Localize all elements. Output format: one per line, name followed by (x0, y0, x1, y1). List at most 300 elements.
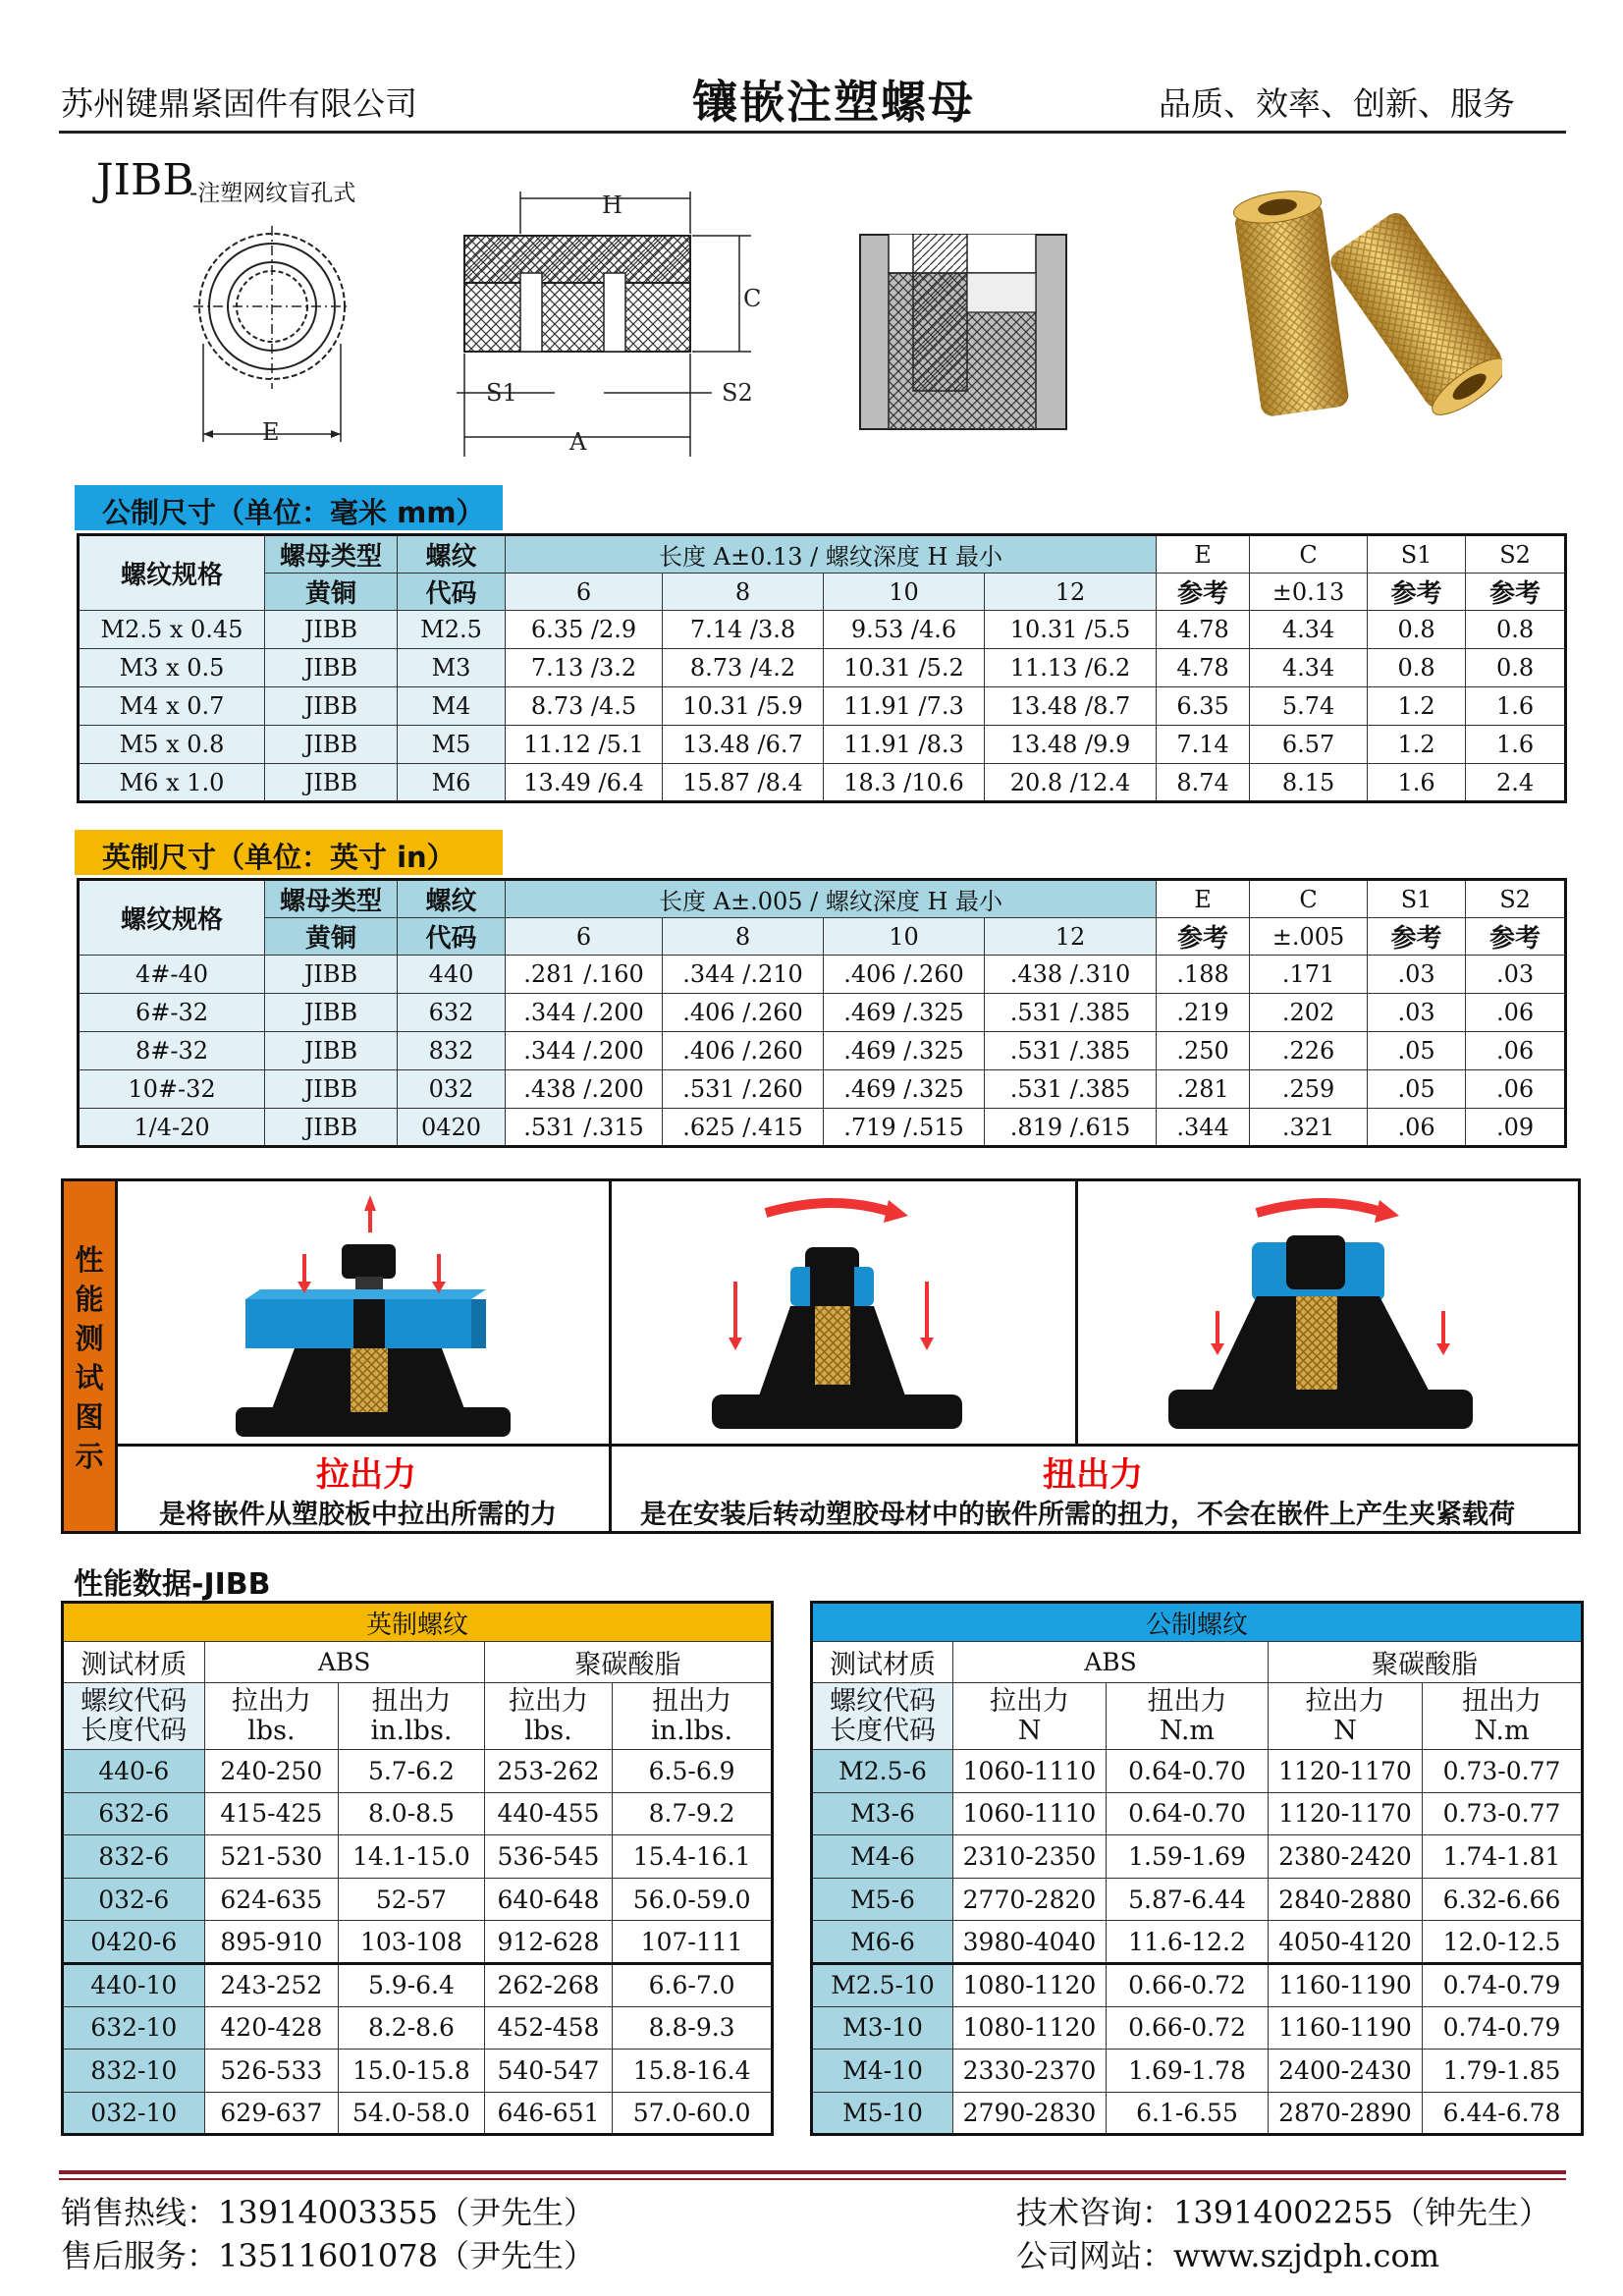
header-length: 长度 A±.005 / 螺纹深度 H 最小 (506, 880, 1157, 918)
header-type2: 黄铜 (265, 918, 398, 956)
table-cell: M2.5-10 (812, 1963, 953, 2006)
table-cell: JIBB (265, 687, 398, 726)
table-cell: 262-268 (484, 1963, 613, 2006)
table-cell: 13.49 /6.4 (506, 764, 663, 802)
table-cell: M2.5-6 (812, 1750, 953, 1793)
table-cell: 11.13 /6.2 (985, 649, 1157, 687)
table-cell: M4-6 (812, 1835, 953, 1879)
table-row (812, 2050, 1583, 2093)
table-cell: 1.79-1.85 (1423, 2050, 1583, 2093)
torque-title: 扭出力 (1043, 1455, 1143, 1495)
header-len-10: 10 (824, 574, 985, 611)
table-cell: 4050-4120 (1269, 1921, 1423, 1964)
table-cell: .259 (1250, 1070, 1368, 1109)
table-cell: 2380-2420 (1269, 1835, 1423, 1879)
table-cell: 5.9-6.4 (339, 1963, 485, 2006)
table-cell: 1/4-20 (79, 1109, 265, 1147)
metric-banner: 公制尺寸（单位：毫米 mm） (75, 485, 503, 530)
table-cell: 8.7-9.2 (613, 1792, 773, 1835)
header-len-10: 10 (824, 918, 985, 956)
header-S12: 参考 (1368, 918, 1466, 956)
header-pc: 聚碳酸脂 (484, 1642, 772, 1683)
table-row (63, 2050, 773, 2093)
table-cell: .06 (1466, 1070, 1566, 1109)
table-cell: M4 (398, 687, 506, 726)
header-C2: ±.005 (1250, 918, 1368, 956)
table-cell: 2330-2370 (953, 2050, 1107, 2093)
table-cell: 0.8 (1466, 649, 1566, 687)
table-cell: .06 (1466, 994, 1566, 1032)
table-cell: 11.91 /8.3 (824, 726, 985, 764)
header-torque: 扭出力 N.m (1107, 1683, 1269, 1750)
table-cell: 032-6 (63, 1878, 205, 1921)
table-cell: .531 /.385 (985, 994, 1157, 1032)
footer-after-sales: 售后服务：13511601078（尹先生） (61, 2237, 595, 2274)
table-cell: 6.57 (1250, 726, 1368, 764)
table-cell: 895-910 (204, 1921, 339, 1964)
table-cell: 1.69-1.78 (1107, 2050, 1269, 2093)
table-cell: 15.87 /8.4 (663, 764, 824, 802)
table-cell: 7.13 /3.2 (506, 649, 663, 687)
header-material: 测试材质 (812, 1642, 953, 1683)
header-divider (59, 131, 1566, 134)
table-cell: M3 x 0.5 (79, 649, 265, 687)
table-cell: 0.74-0.79 (1423, 2006, 1583, 2050)
table-cell: 4.78 (1157, 649, 1250, 687)
header-S12: 参考 (1368, 574, 1466, 611)
table-cell: 521-530 (204, 1835, 339, 1879)
header-pull: 拉出力 lbs. (204, 1683, 339, 1750)
perf-imperial-table (61, 1601, 774, 2136)
table-cell: 536-545 (484, 1835, 613, 1879)
table-cell: 629-637 (204, 2092, 339, 2135)
header-spec: 螺纹规格 (79, 535, 265, 611)
torque-description: 是在安装后转动塑胶母材中的嵌件所需的扭力，不会在嵌件上产生夹紧载荷 (640, 1500, 1515, 1530)
pull-title: 拉出力 (316, 1455, 416, 1495)
table-row (812, 1921, 1583, 1964)
table-row (63, 1792, 773, 1835)
table-cell: 13.48 /9.9 (985, 726, 1157, 764)
table-cell: 632-10 (63, 2006, 205, 2050)
table-cell: 832-6 (63, 1835, 205, 1879)
table-cell: 0.73-0.77 (1423, 1792, 1583, 1835)
header-E: E (1157, 880, 1250, 918)
header-torque: 扭出力 N.m (1423, 1683, 1583, 1750)
table-cell: 6.35 (1157, 687, 1250, 726)
table-row (79, 1070, 1566, 1109)
table-cell: 6.1-6.55 (1107, 2092, 1269, 2135)
table-cell: 6.35 /2.9 (506, 611, 663, 649)
header-len-6: 6 (506, 918, 663, 956)
table-row (812, 1878, 1583, 1921)
table-cell: M5-10 (812, 2092, 953, 2135)
table-cell: 6#-32 (79, 994, 265, 1032)
table-cell: 6.32-6.66 (1423, 1878, 1583, 1921)
cross-section-drawing (859, 234, 1067, 430)
header-pull: 拉出力 N (953, 1683, 1107, 1750)
dim-H: H (602, 191, 622, 219)
table-cell: .09 (1466, 1109, 1566, 1147)
table-cell: .406 /.260 (663, 994, 824, 1032)
company-name: 苏州键鼎紧固件有限公司 (61, 84, 417, 123)
table-cell: .531 /.315 (506, 1109, 663, 1147)
table-cell: JIBB (265, 994, 398, 1032)
product-code: JIBB (96, 155, 194, 205)
table-cell: 9.53 /4.6 (824, 611, 985, 649)
table-row (79, 764, 1566, 802)
table-cell: M6 (398, 764, 506, 802)
test-side-label: 性 能 测 试 图 示 (61, 1178, 118, 1534)
footer-tech: 技术咨询：13914002255（钟先生） (1016, 2194, 1550, 2231)
imperial-dimension-table (77, 878, 1567, 1148)
header-S1: S1 (1368, 535, 1466, 574)
header-S22: 参考 (1466, 918, 1566, 956)
table-cell: .819 /.615 (985, 1109, 1157, 1147)
table-cell: 7.14 /3.8 (663, 611, 824, 649)
table-cell: .438 /.200 (506, 1070, 663, 1109)
torque-test-illustration (687, 1188, 982, 1444)
table-cell: 253-262 (484, 1750, 613, 1793)
table-row (812, 1792, 1583, 1835)
dim-E: E (262, 418, 280, 446)
table-cell: M4 x 0.7 (79, 687, 265, 726)
table-cell: 0.66-0.72 (1107, 1963, 1269, 2006)
table-cell: 0420 (398, 1109, 506, 1147)
table-cell: M5-6 (812, 1878, 953, 1921)
table-cell: JIBB (265, 1109, 398, 1147)
table-cell: .03 (1368, 956, 1466, 994)
table-cell: JIBB (265, 1070, 398, 1109)
table-row (79, 956, 1566, 994)
table-cell: 1060-1110 (953, 1792, 1107, 1835)
table-cell: 8.2-8.6 (339, 2006, 485, 2050)
header-E2: 参考 (1157, 918, 1250, 956)
table-cell: 243-252 (204, 1963, 339, 2006)
table-row (79, 649, 1566, 687)
header-len-8: 8 (663, 574, 824, 611)
header-S2: S2 (1466, 535, 1566, 574)
table-cell: JIBB (265, 649, 398, 687)
header-C: C (1250, 880, 1368, 918)
table-cell: 032 (398, 1070, 506, 1109)
table-cell: 103-108 (339, 1921, 485, 1964)
header-code-length: 螺纹代码 长度代码 (812, 1683, 953, 1750)
table-cell: .281 /.160 (506, 956, 663, 994)
table-cell: 10.31 /5.9 (663, 687, 824, 726)
perf-metric-table (810, 1601, 1584, 2136)
table-cell: JIBB (265, 1032, 398, 1070)
table-cell: 632 (398, 994, 506, 1032)
table-cell: 52-57 (339, 1878, 485, 1921)
table-cell: .469 /.325 (824, 994, 985, 1032)
table-row (812, 1750, 1583, 1793)
table-cell: .344 (1157, 1109, 1250, 1147)
table-cell: M4-10 (812, 2050, 953, 2093)
table-cell: .531 /.385 (985, 1070, 1157, 1109)
header-pull: 拉出力 lbs. (484, 1683, 613, 1750)
header-type: 螺母类型 (265, 535, 398, 574)
table-cell: 56.0-59.0 (613, 1878, 773, 1921)
table-cell: 1.6 (1368, 764, 1466, 802)
table-cell: 14.1-15.0 (339, 1835, 485, 1879)
table-cell: 1160-1190 (1269, 1963, 1423, 2006)
table-cell: 0.64-0.70 (1107, 1792, 1269, 1835)
table-cell: JIBB (265, 726, 398, 764)
end-view-drawing (191, 196, 363, 452)
header-length: 长度 A±0.13 / 螺纹深度 H 最小 (506, 535, 1157, 574)
table-row (63, 1963, 773, 2006)
table-cell: .05 (1368, 1070, 1466, 1109)
table-cell: 440-10 (63, 1963, 205, 2006)
header-abs: ABS (953, 1642, 1269, 1683)
table-cell: M3-10 (812, 2006, 953, 2050)
table-row (79, 687, 1566, 726)
footer-divider (59, 2178, 1566, 2180)
pull-test-illustration (226, 1183, 520, 1439)
table-cell: 3980-4040 (953, 1921, 1107, 1964)
table-cell: 032-10 (63, 2092, 205, 2135)
table-cell: 8.73 /4.2 (663, 649, 824, 687)
table-cell: 0.73-0.77 (1423, 1750, 1583, 1793)
table-cell: 13.48 /8.7 (985, 687, 1157, 726)
table-cell: 8#-32 (79, 1032, 265, 1070)
table-cell: .05 (1368, 1032, 1466, 1070)
table-cell: 1120-1170 (1269, 1750, 1423, 1793)
table-row (812, 1835, 1583, 1879)
table-cell: 1.2 (1368, 726, 1466, 764)
table-cell: M2.5 x 0.45 (79, 611, 265, 649)
table-cell: 1160-1190 (1269, 2006, 1423, 2050)
table-cell: .406 /.260 (663, 1032, 824, 1070)
table-cell: 5.74 (1250, 687, 1368, 726)
table-cell: 0.74-0.79 (1423, 1963, 1583, 2006)
table-cell: .344 /.200 (506, 1032, 663, 1070)
table-cell: 440-6 (63, 1750, 205, 1793)
header-spec: 螺纹规格 (79, 880, 265, 956)
table-cell: 832 (398, 1032, 506, 1070)
table-cell: 540-547 (484, 2050, 613, 2093)
header-C2: ±0.13 (1250, 574, 1368, 611)
imperial-banner: 英制尺寸（单位：英寸 in） (75, 830, 503, 875)
table-cell: 440-455 (484, 1792, 613, 1835)
table-cell: 1080-1120 (953, 1963, 1107, 2006)
header-code: 螺纹 (398, 535, 506, 574)
table-cell: .531 /.385 (985, 1032, 1157, 1070)
table-cell: .344 /.200 (506, 994, 663, 1032)
table-cell: 2870-2890 (1269, 2092, 1423, 2135)
header-pc: 聚碳酸脂 (1269, 1642, 1583, 1683)
table-cell: 7.14 (1157, 726, 1250, 764)
table-cell: 1120-1170 (1269, 1792, 1423, 1835)
table-cell: 632-6 (63, 1792, 205, 1835)
header-S2: S2 (1466, 880, 1566, 918)
header-torque: 扭出力 in.lbs. (613, 1683, 773, 1750)
table-row (63, 2092, 773, 2135)
table-cell: 1060-1110 (953, 1750, 1107, 1793)
table-cell: .321 (1250, 1109, 1368, 1147)
header-type: 螺母类型 (265, 880, 398, 918)
table-cell: 2400-2430 (1269, 2050, 1423, 2093)
table-cell: 6.6-7.0 (613, 1963, 773, 2006)
table-cell: M6 x 1.0 (79, 764, 265, 802)
table-row (79, 726, 1566, 764)
footer-divider (59, 2170, 1566, 2174)
table-cell: .06 (1368, 1109, 1466, 1147)
table-cell: 2840-2880 (1269, 1878, 1423, 1921)
table-cell: .344 /.210 (663, 956, 824, 994)
table-cell: M3 (398, 649, 506, 687)
side-view-drawing (457, 187, 766, 457)
table-cell: 20.8 /12.4 (985, 764, 1157, 802)
table-cell: 10.31 /5.2 (824, 649, 985, 687)
table-row (79, 994, 1566, 1032)
website-link[interactable]: www.szjdph.com (1173, 2237, 1440, 2274)
header-len-12: 12 (985, 574, 1157, 611)
table-cell: M2.5 (398, 611, 506, 649)
table-cell: 624-635 (204, 1878, 339, 1921)
table-cell: 15.0-15.8 (339, 2050, 485, 2093)
table-cell: .438 /.310 (985, 956, 1157, 994)
table-cell: 11.12 /5.1 (506, 726, 663, 764)
table-cell: 1.6 (1466, 687, 1566, 726)
dim-A: A (569, 428, 587, 456)
table-cell: M6-6 (812, 1921, 953, 1964)
table-cell: 2310-2350 (953, 1835, 1107, 1879)
table-cell: 440 (398, 956, 506, 994)
dim-S2: S2 (722, 379, 753, 407)
table-cell: 1.6 (1466, 726, 1566, 764)
header-code-length: 螺纹代码 长度代码 (63, 1683, 205, 1750)
table-cell: 1.59-1.69 (1107, 1835, 1269, 1879)
table-cell: .202 (1250, 994, 1368, 1032)
table-cell: 6.5-6.9 (613, 1750, 773, 1793)
table-row (812, 2006, 1583, 2050)
test-divider (1075, 1178, 1078, 1444)
dim-S1: S1 (486, 379, 517, 407)
table-cell: 4#-40 (79, 956, 265, 994)
footer-sales: 销售热线：13914003355（尹先生） (61, 2194, 595, 2231)
table-cell: 1.2 (1368, 687, 1466, 726)
table-cell: .171 (1250, 956, 1368, 994)
table-cell: M3-6 (812, 1792, 953, 1835)
table-cell: 4.34 (1250, 649, 1368, 687)
table-cell: 1080-1120 (953, 2006, 1107, 2050)
table-cell: 11.91 /7.3 (824, 687, 985, 726)
product-subtitle: -注塑网纹盲孔式 (189, 181, 356, 206)
table-cell: 912-628 (484, 1921, 613, 1964)
header-C: C (1250, 535, 1368, 574)
table-cell: 10#-32 (79, 1070, 265, 1109)
table-cell: 420-428 (204, 2006, 339, 2050)
header-torque: 扭出力 in.lbs. (339, 1683, 485, 1750)
table-cell: JIBB (265, 764, 398, 802)
table-cell: 832-10 (63, 2050, 205, 2093)
table-row (812, 2092, 1583, 2135)
table-cell: 0.8 (1368, 649, 1466, 687)
table-cell: .625 /.415 (663, 1109, 824, 1147)
table-cell: 415-425 (204, 1792, 339, 1835)
table-cell: 240-250 (204, 1750, 339, 1793)
table-cell: 5.87-6.44 (1107, 1878, 1269, 1921)
table-cell: .03 (1368, 994, 1466, 1032)
header-code: 螺纹 (398, 880, 506, 918)
table-cell: 8.74 (1157, 764, 1250, 802)
table-cell: 4.34 (1250, 611, 1368, 649)
perf-imperial-title: 英制螺纹 (63, 1603, 773, 1642)
table-cell: M5 x 0.8 (79, 726, 265, 764)
table-cell: 2.4 (1466, 764, 1566, 802)
table-cell: 18.3 /10.6 (824, 764, 985, 802)
perf-title: 性能数据-JIBB (74, 1567, 271, 1602)
table-row (63, 2006, 773, 2050)
table-cell: 0.66-0.72 (1107, 2006, 1269, 2050)
header-abs: ABS (204, 1642, 484, 1683)
table-cell: 8.73 /4.5 (506, 687, 663, 726)
page-title: 镶嵌注塑螺母 (692, 76, 975, 129)
table-cell: 10.31 /5.5 (985, 611, 1157, 649)
table-cell: 13.48 /6.7 (663, 726, 824, 764)
slogan: 品质、效率、创新、服务 (1159, 84, 1515, 123)
header-S22: 参考 (1466, 574, 1566, 611)
table-cell: 452-458 (484, 2006, 613, 2050)
table-cell: 57.0-60.0 (613, 2092, 773, 2135)
table-cell: 640-648 (484, 1878, 613, 1921)
table-cell: 0.8 (1368, 611, 1466, 649)
table-cell: 15.4-16.1 (613, 1835, 773, 1879)
table-cell: .250 (1157, 1032, 1250, 1070)
table-cell: .719 /.515 (824, 1109, 985, 1147)
table-cell: 12.0-12.5 (1423, 1921, 1583, 1964)
table-cell: 5.7-6.2 (339, 1750, 485, 1793)
header-len-6: 6 (506, 574, 663, 611)
header-len-12: 12 (985, 918, 1157, 956)
table-cell: 646-651 (484, 2092, 613, 2135)
table-cell: 2770-2820 (953, 1878, 1107, 1921)
metric-dimension-table (77, 533, 1567, 803)
pull-description: 是将嵌件从塑胶板中拉出所需的力 (159, 1500, 557, 1530)
table-row (79, 1109, 1566, 1147)
table-cell: 15.8-16.4 (613, 2050, 773, 2093)
header-len-8: 8 (663, 918, 824, 956)
table-cell: JIBB (265, 956, 398, 994)
test-divider (609, 1178, 612, 1534)
table-row (63, 1921, 773, 1964)
table-cell: 8.0-8.5 (339, 1792, 485, 1835)
table-cell: 0420-6 (63, 1921, 205, 1964)
table-row (63, 1750, 773, 1793)
table-cell: 1.74-1.81 (1423, 1835, 1583, 1879)
table-row (79, 1032, 1566, 1070)
table-cell: .469 /.325 (824, 1032, 985, 1070)
header-E2: 参考 (1157, 574, 1250, 611)
table-cell: 6.44-6.78 (1423, 2092, 1583, 2135)
table-cell: .226 (1250, 1032, 1368, 1070)
header-code2: 代码 (398, 918, 506, 956)
table-cell: .06 (1466, 1032, 1566, 1070)
header-material: 测试材质 (63, 1642, 205, 1683)
table-cell: .406 /.260 (824, 956, 985, 994)
header-E: E (1157, 535, 1250, 574)
perf-metric-title: 公制螺纹 (812, 1603, 1583, 1642)
table-cell: 0.8 (1466, 611, 1566, 649)
table-cell: .469 /.325 (824, 1070, 985, 1109)
test-divider (118, 1444, 1581, 1447)
header-code2: 代码 (398, 574, 506, 611)
table-cell: 2790-2830 (953, 2092, 1107, 2135)
product-photo (1208, 177, 1502, 432)
table-cell: 11.6-12.2 (1107, 1921, 1269, 1964)
table-cell: 8.15 (1250, 764, 1368, 802)
